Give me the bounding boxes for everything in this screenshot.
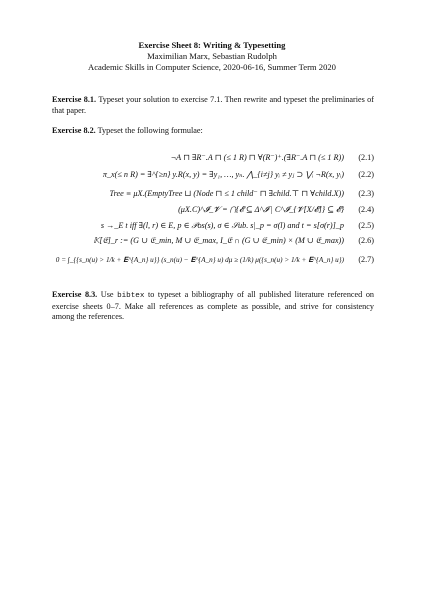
equation-formula: π_x(≤ n R) = ∃^{≥n} y.R(x, y) = ∃y₁, …, yₙ. ⋀_{i≠j} yᵢ ≠ yⱼ ⊃ ⋁ᵢ ¬R(x, yᵢ) bbox=[102, 170, 344, 179]
exercise-8-3 bbox=[52, 290, 374, 323]
equation-row bbox=[52, 247, 374, 273]
equation-number: (2.5) bbox=[358, 221, 374, 230]
equation-formula: s →_E t iff ∃(l, r) ∈ E, p ∈ 𝒫os(s), σ ∈ 𝒮ub. s|_p = σ(l) and t = s[σ(r)]_p bbox=[100, 221, 344, 230]
equation-number: (2.2) bbox=[358, 170, 374, 179]
equation-number: (2.3) bbox=[358, 189, 374, 198]
exercise-8-1-label: Exercise 8.1. bbox=[52, 95, 97, 104]
equation-formula: Tree ≡ μX.(EmptyTree ⊔ (Node ⊓ ≤ 1 child⁻ ⊓ ∃child.⊤ ⊓ ∀child.X)) bbox=[109, 189, 344, 198]
equation-formula: (μX.C)^𝓘_𝓥 = ⋂{𝓔 ⊆ Δ^𝓘 | C^𝓘_{𝓥[X/𝓔]} ⊆ 𝓔} bbox=[178, 205, 344, 214]
equation-row bbox=[52, 152, 374, 164]
equation-row bbox=[52, 169, 374, 181]
equation-number: (2.1) bbox=[358, 153, 374, 162]
equation-formula: 0 = ∫_{{s_n(u) > 1/k + 𝐄^{A_n} u}} (s_n(u) − 𝐄^{A_n} u) dμ ≥ (1/k) μ({s_n(u) > 1/k + 𝐄^{A_n} u}) bbox=[55, 256, 344, 264]
exercise-8-2-text: Typeset the following formulae: bbox=[95, 126, 203, 135]
equation-number: (2.7) bbox=[358, 255, 374, 264]
course-info: Academic Skills in Computer Science, 2020-06-16, Summer Term 2020 bbox=[88, 62, 336, 72]
sheet-title: Exercise Sheet 8: Writing & Typesetting bbox=[138, 40, 286, 50]
document-header bbox=[0, 40, 424, 73]
equation-number: (2.4) bbox=[358, 205, 374, 214]
exercise-8-1 bbox=[52, 95, 374, 116]
exercise-8-3-text-b: to typeset a bibliography of all published literature referenced on exercise sheets 0–7. Make all references as complete as possible, and strive for consistency among the references. bbox=[52, 290, 375, 322]
equation-formula: 𝕂[𝔈]_r := (G ∪ 𝔈_min, M ∪ 𝔈_max, I_𝔈 ∩ (G ∪ 𝔈_min) × (M ∪ 𝔈_max)) bbox=[93, 236, 344, 245]
equation-row bbox=[52, 220, 374, 232]
equation-number: (2.6) bbox=[358, 236, 374, 245]
exercise-8-2 bbox=[52, 126, 374, 137]
exercise-8-2-label: Exercise 8.2. bbox=[52, 126, 96, 135]
exercise-8-3-label: Exercise 8.3. bbox=[52, 290, 98, 299]
equation-row bbox=[52, 204, 374, 216]
exercise-8-1-text: Typeset your solution to exercise 7.1. Then rewrite and typeset the preliminaries of that paper. bbox=[52, 95, 375, 115]
equation-row bbox=[52, 188, 374, 200]
authors: Maximilian Marx, Sebastian Rudolph bbox=[147, 51, 277, 61]
exercise-8-3-text-a: Use bbox=[97, 290, 118, 299]
equation-row bbox=[52, 235, 374, 247]
equation-formula: ¬A ⊓ ∃R⁻.A ⊓ (≤ 1 R) ⊓ ∀(R⁻)⁺.(∃R⁻.A ⊓ (≤ 1 R)) bbox=[170, 153, 344, 162]
bibtex-code: bibtex bbox=[117, 292, 145, 300]
